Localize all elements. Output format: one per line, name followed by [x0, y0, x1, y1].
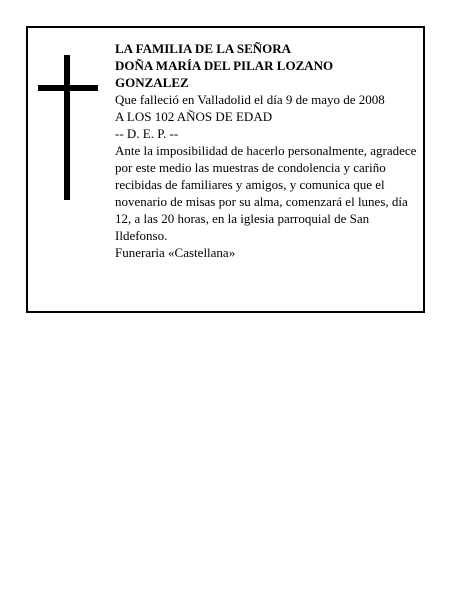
funeral-home-line: Funeraria «Castellana» — [115, 245, 236, 260]
obituary-notice — [26, 26, 425, 313]
dep-line: -- D. E. P. -- — [115, 126, 179, 141]
cross-icon — [38, 55, 98, 200]
family-heading: LA FAMILIA DE LA SEÑORA — [115, 41, 292, 56]
deceased-name: DOÑA MARÍA DEL PILAR LOZANO — [115, 58, 334, 73]
notice-text — [115, 40, 420, 261]
age-line: A LOS 102 AÑOS DE EDAD — [115, 109, 273, 124]
death-date-line: Que falleció en Valladolid el día 9 de mayo de 2008 — [115, 92, 385, 107]
deceased-surname: GONZALEZ — [115, 75, 189, 90]
acknowledgement-paragraph: Ante la imposibilidad de hacerlo personalmente, agradece por este medio las muestras de condolencia y cariño recibidas de familiares y amigos, y comunica que el novenario de misas por su alma, comenzará el lunes, día 12, a las 20 horas, en la iglesia parroquial de San Ildefonso. — [115, 143, 417, 243]
cross-horizontal-bar — [38, 85, 98, 91]
cross-vertical-bar — [64, 55, 70, 200]
